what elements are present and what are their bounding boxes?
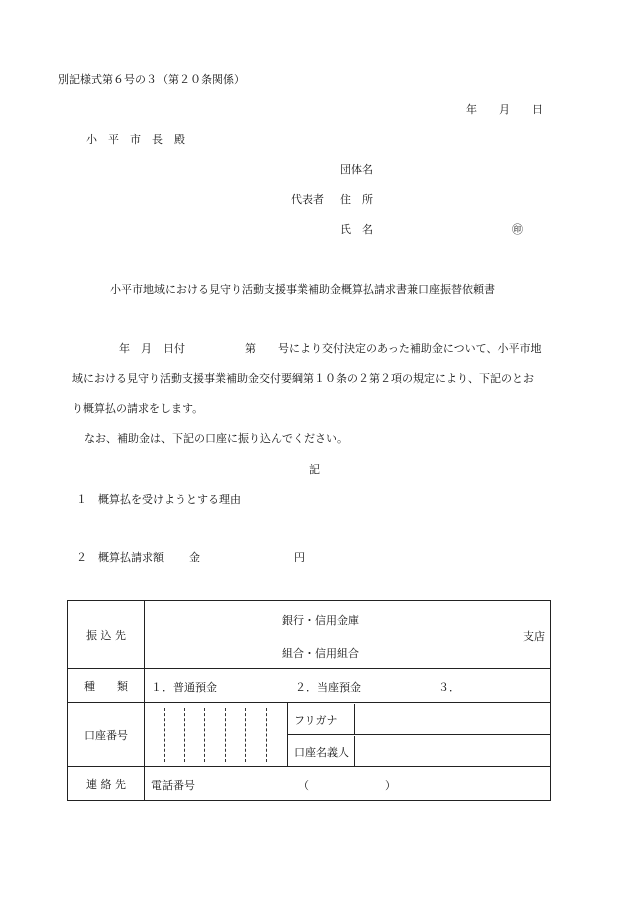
account-number-digits — [145, 703, 288, 767]
type-option-3: ３． — [438, 680, 460, 694]
type-option-1: １．普通預金 — [151, 680, 217, 694]
branch-label: 支店 — [523, 629, 545, 643]
representative-label: 代表者 — [291, 193, 324, 206]
ki-heading: 記 — [309, 463, 320, 476]
document-title: 小平市地域における見守り活動支援事業補助金概算払請求書兼口座振替依頼書 — [110, 283, 495, 296]
bank-line: 銀行・信用金庫 — [282, 613, 359, 627]
body-line-2: 域における見守り活動支援事業補助金交付要綱第１０条の２第２項の規定により、下記のとお — [72, 372, 534, 385]
holder-cell — [288, 735, 551, 767]
body-date: 年 月 日付 — [119, 342, 185, 355]
org-name-label: 団体名 — [340, 163, 373, 176]
amount-kin: 金 — [189, 551, 200, 564]
furigana-label: フリガナ — [294, 713, 338, 727]
type-cell — [145, 669, 551, 703]
paren-close: ） — [385, 778, 396, 792]
furigana-cell — [288, 703, 551, 735]
type-label: 種 類 — [68, 669, 145, 703]
body-line-3: り概算払の請求をします。 — [72, 402, 204, 415]
contact-cell — [145, 767, 551, 801]
item-2-amount-label: ２ 概算払請求額 — [76, 551, 164, 564]
bank-transfer-table — [67, 600, 551, 801]
kumiai-line: 組合・信用組合 — [282, 646, 359, 660]
phone-label: 電話番号 — [151, 778, 195, 792]
bank-cell — [145, 601, 551, 669]
body-line-1: 第 号により交付決定のあった補助金について、小平市地 — [245, 342, 542, 355]
furikomi-label: 振 込 先 — [68, 601, 145, 669]
date-line: 年 月 日 — [466, 103, 543, 116]
contact-label: 連 絡 先 — [68, 767, 145, 801]
item-1-reason: １ 概算払を受けようとする理由 — [76, 493, 241, 506]
type-option-2: ２．当座預金 — [295, 680, 361, 694]
seal-mark: ㊞ — [512, 223, 523, 236]
account-holder-label: 口座名義人 — [294, 745, 349, 759]
amount-yen: 円 — [294, 551, 305, 564]
body-line-4: なお、補助金は、下記の口座に振り込んでください。 — [84, 432, 348, 445]
name-label: 氏 名 — [340, 223, 373, 236]
form-reference: 別記様式第６号の３（第２０条関係） — [58, 73, 245, 86]
address-label: 住 所 — [340, 193, 373, 206]
account-number-label: 口座番号 — [68, 703, 145, 767]
addressee: 小 平 市 長 殿 — [86, 133, 185, 146]
paren-open: （ — [298, 778, 309, 792]
